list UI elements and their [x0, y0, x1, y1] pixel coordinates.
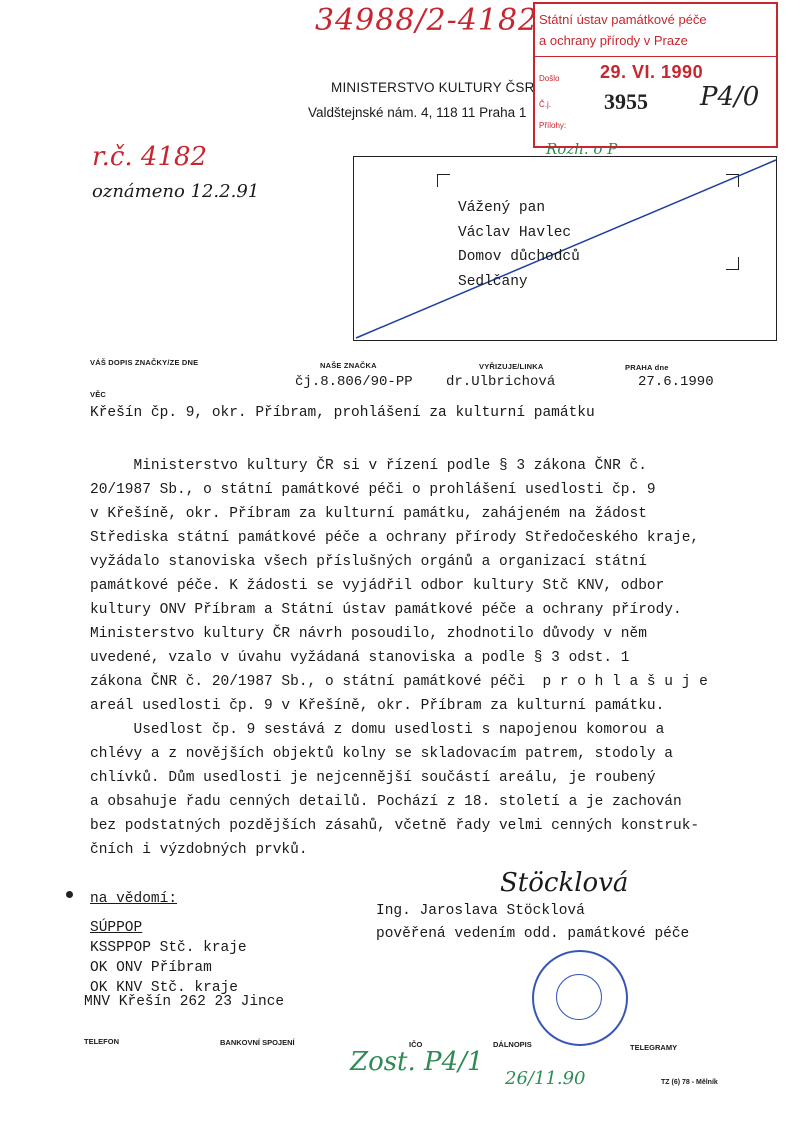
body-line: Ministerstvo kultury ČR si v řízení podle § 3 zákona ČNR č. [90, 458, 647, 474]
cc-item: OK KNV Stč. kraje [90, 980, 238, 996]
recipient-line: Sedlčany [458, 273, 528, 290]
stamp-institution-line2: a ochrany přírody v Praze [539, 33, 688, 48]
body-line: zákona ČNR č. 20/1987 Sb., o státní památkové péči p r o h l a š u j e [90, 674, 708, 690]
body-line: Střediska státní památkové péče a ochrany přírody Středočeského kraje, [90, 530, 700, 546]
handwritten-registry-number: 34988/2-4182 [315, 3, 539, 38]
body-line: v Křešíně, okr. Příbram za kulturní památku, zahájeném na žádost [90, 506, 647, 522]
label-praha-date: PRAHA dne [625, 363, 669, 372]
body-line: chlívků. Dům usedlosti je nejcennější součástí areálu, je roubený [90, 770, 656, 786]
seal-emblem [556, 974, 602, 1020]
footer-telegram-label: TELEGRAMY [630, 1043, 678, 1052]
ministry-address: Valdštejnské nám. 4, 118 11 Praha 1 [308, 105, 527, 120]
recipient-line: Vážený pan [458, 200, 546, 216]
handwritten-bottom-date: 26/11.90 [505, 1068, 586, 1089]
body-line: Ministerstvo kultury ČR návrh posoudilo, zhodnotilo důvody v něm [90, 626, 647, 642]
body-line: chlévy a z novějších objektů kolny se skladovacím patrem, stodoly a [90, 746, 673, 762]
body-line: památkové péče. K žádosti se vyjádřil odbor kultury Stč KNV, odbor [90, 578, 665, 594]
cc-title: na vědomí: [90, 891, 178, 907]
body-line: uvedené, vzalo v úvahu vyžádaná stanoviska a podle § 3 odst. 1 [90, 650, 630, 666]
recipient-line: Václav Havlec [458, 224, 572, 241]
stamp-label-attachments: Přílohy: [539, 121, 567, 130]
stamp-institution-line1: Státní ústav památkové péče [539, 12, 707, 27]
body-line: Usedlost čp. 9 sestává z domu usedlosti s napojenou komorou a [90, 722, 665, 738]
stamp-number: 3955 [604, 89, 648, 114]
recipient-line: Domov důchodců [458, 249, 580, 265]
cc-mnv-address: MNV Křešín 262 23 Jince [84, 994, 285, 1010]
body-line: kultury ONV Příbram a Státní ústav památkové péče a ochrany přírody. [90, 602, 682, 618]
cc-list [90, 918, 247, 998]
body-line: čních i výzdobných prvků. [90, 842, 308, 858]
stamp-label-number: Č.j. [539, 100, 551, 109]
label-handled-by: VYŘIZUJE/LINKA [479, 362, 544, 371]
letter-subject: Křešín čp. 9, okr. Příbram, prohlášení za kulturní památku [90, 405, 595, 421]
handwritten-reference: r.č. 4182 [92, 142, 208, 172]
our-reference-number: čj.8.806/90-PP [295, 374, 413, 390]
signatory-role: pověřená vedením odd. památkové péče [376, 926, 690, 942]
footer-bank-label: BANKOVNÍ SPOJENÍ [220, 1038, 295, 1047]
cc-item: KSSPPOP Stč. kraje [90, 940, 247, 956]
handwritten-bottom-note: Zost. P4/1 [350, 1047, 484, 1077]
body-line: areál usedlosti čp. 9 v Křešíně, okr. Příbram za kulturní památku. [90, 698, 665, 714]
stamp-handwritten-code: P4/0 [700, 82, 760, 112]
handwritten-signature: Stöcklová [500, 868, 629, 898]
cc-item: SÚPPOP [90, 920, 143, 936]
label-subject: VĚC [90, 390, 107, 399]
signatory-name: Ing. Jaroslava Stöcklová [376, 903, 585, 919]
stamp-date: 29. VI. 1990 [600, 62, 704, 82]
ministry-name: MINISTERSTVO KULTURY ČSR [331, 80, 535, 95]
handwritten-rozh: Rozh. o P [546, 140, 618, 158]
body-line: 20/1987 Sb., o státní památkové péči o prohlášení usedlosti čp. 9 [90, 482, 656, 498]
label-your-letter: VÁŠ DOPIS ZNAČKY/ZE DNE [90, 358, 199, 367]
body-line: vyžádalo stanoviska všech příslušných orgánů a organizací státní [90, 554, 647, 570]
footer-ico-label: IČO [409, 1040, 423, 1049]
stamp-label-received: Došlo [539, 74, 560, 83]
body-line: a obsahuje řadu cenných detailů. Pochází z 18. století a je zachován [90, 794, 682, 810]
letter-date: 27.6.1990 [638, 374, 714, 390]
body-line: bez podstatných pozdějších zásahů, včetně řady velmi cenných konstruk- [90, 818, 700, 834]
handwritten-oznameno: oznámeno 12.2.91 [92, 181, 260, 202]
handled-by-name: dr.Ulbrichová [446, 374, 556, 390]
recipient-block [458, 196, 580, 294]
cc-item: OK ONV Příbram [90, 960, 212, 976]
label-our-reference: NAŠE ZNAČKA [320, 361, 377, 370]
footer-telex-label: DÁLNOPIS [493, 1040, 532, 1049]
bullet-dot [66, 891, 73, 898]
footer-telephone-label: TELEFON [84, 1037, 119, 1046]
footer-print-code: TZ (6) 78 - Mělník [661, 1079, 718, 1086]
